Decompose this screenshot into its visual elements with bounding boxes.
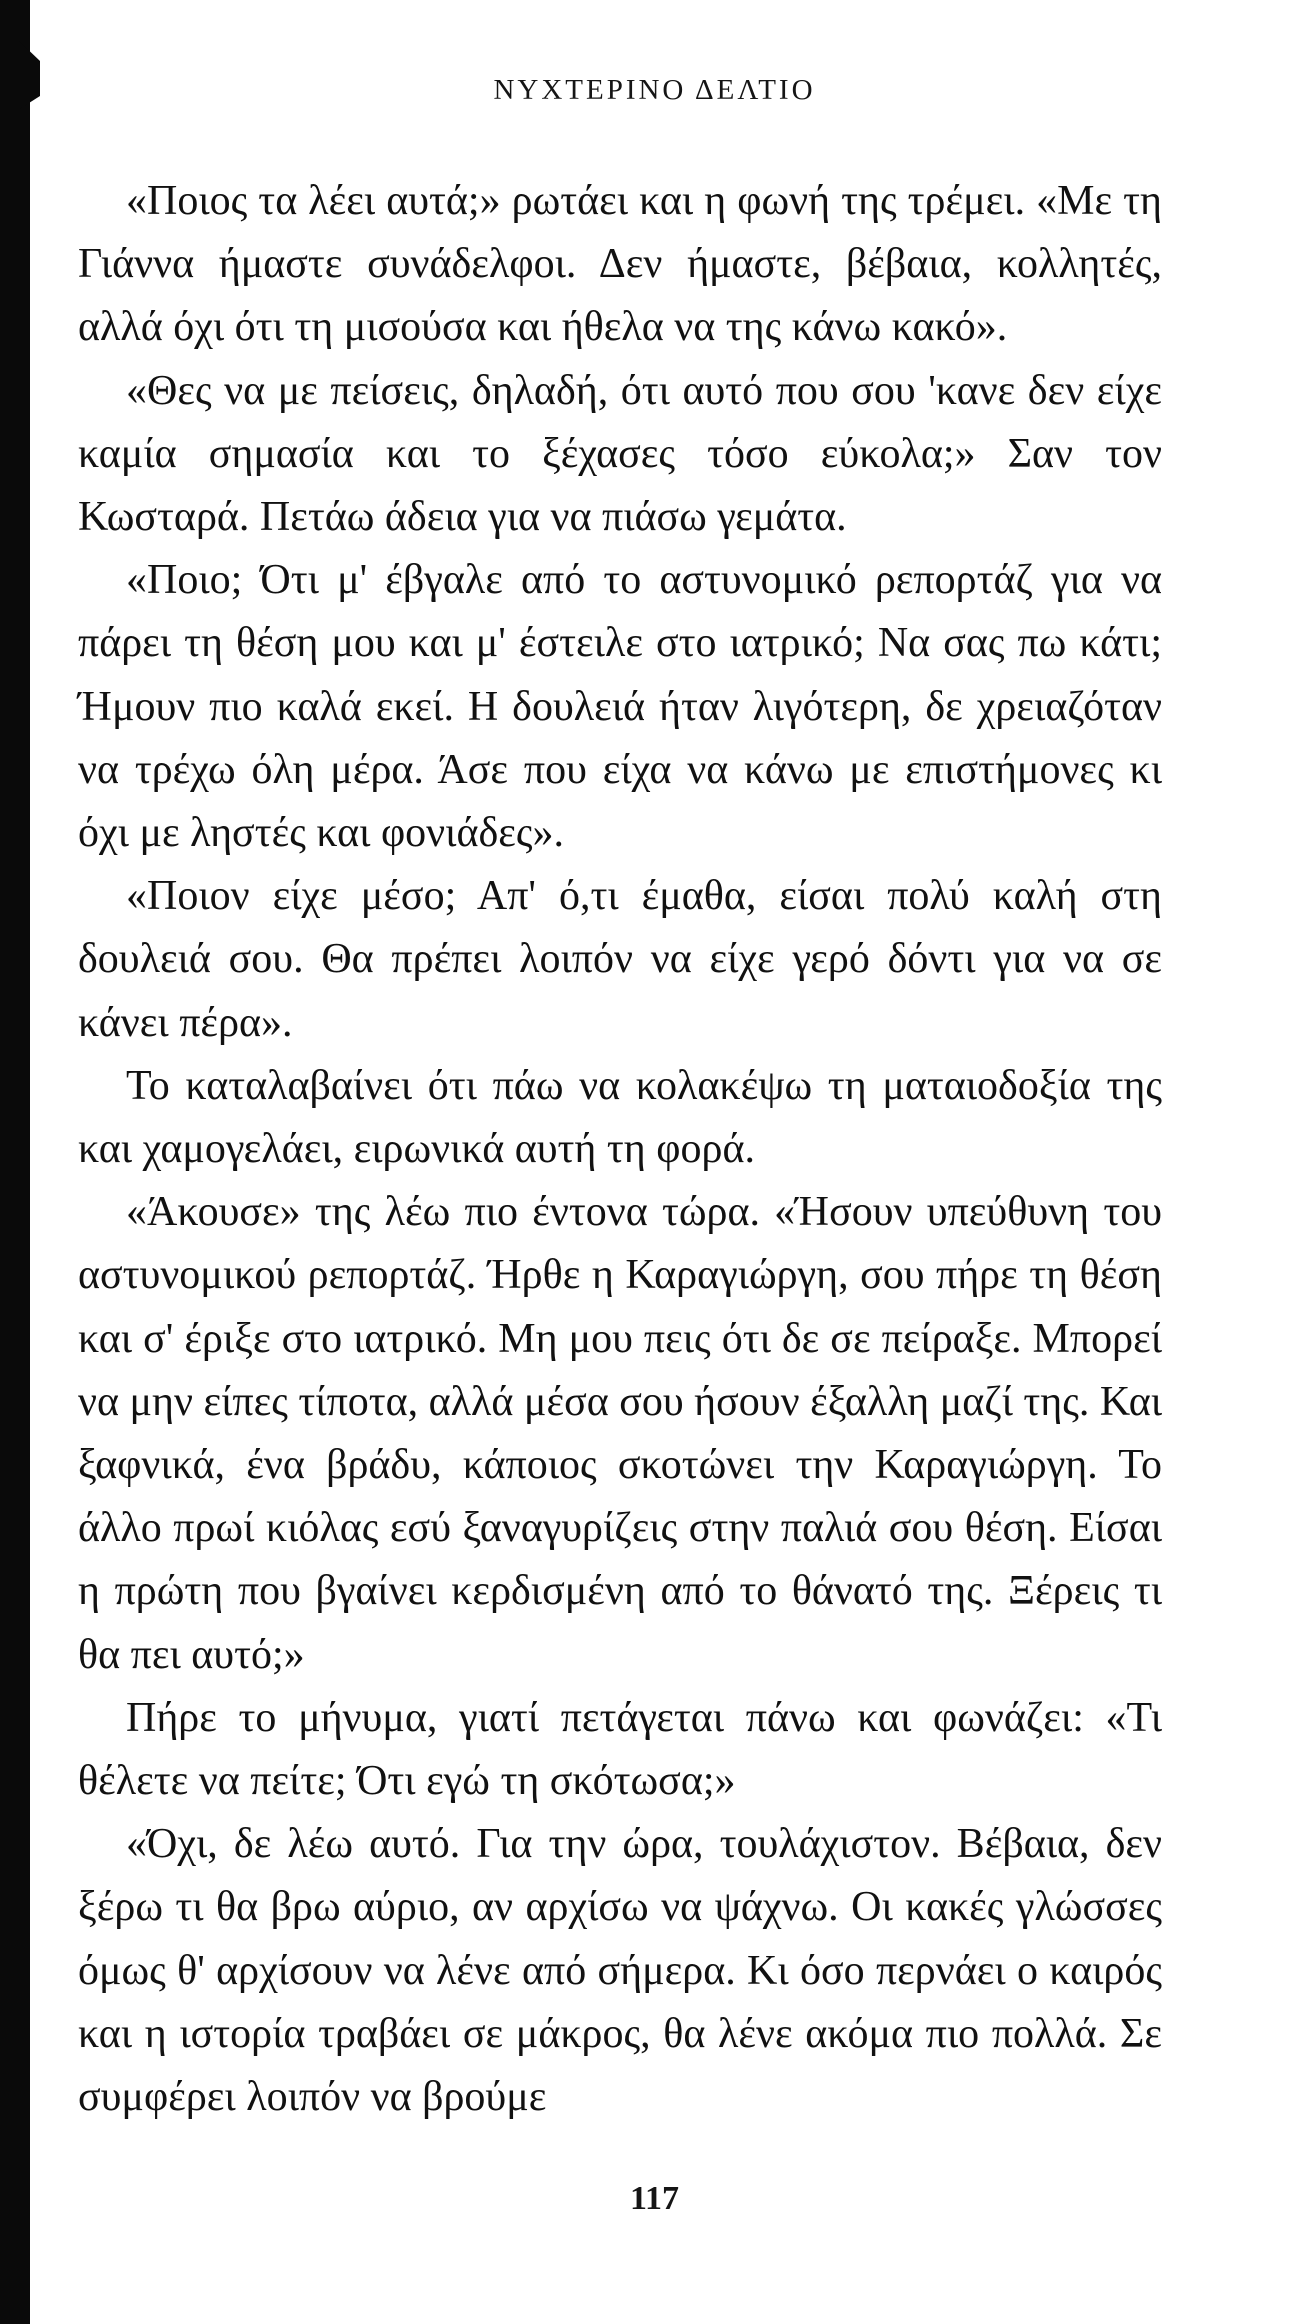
body-text (78, 170, 1162, 2129)
paragraph-7: Πήρε το μήνυμα, γιατί πετάγεται πάνω και φωνάζει: «Τι θέλετε να πείτε; Ότι εγώ τη σκότωσα;» (78, 1694, 1162, 1805)
paragraph-1: «Ποιος τα λέει αυτά;» ρωτάει και η φωνή της τρέμει. «Με τη Γιάννα ήμαστε συνάδελφοι. Δεν ήμαστε, βέβαια, κολλητές, αλλά όχι ότι τη μισούσα και ήθελα να της κάνω κακό». (78, 178, 1162, 351)
paragraph-8: «Όχι, δε λέω αυτό. Για την ώρα, τουλάχιστον. Βέβαια, δεν ξέρω τι θα βρω αύριο, αν αρχίσω να ψάχνω. Οι κακές γλώσσες όμως θ' αρχίσουν να λένε από σήμερα. Κι όσο περνάει ο καιρός και η ιστορία τραβάει σε μάκρος, θα λένε ακόμα πιο πολλά. Σε συμφέρει λοιπόν να βρούμε (78, 1821, 1162, 2121)
running-head: ΝΥΧΤΕΡΙΝΟ ΔΕΛΤΙΟ (493, 74, 816, 106)
page-number: 117 (629, 2180, 680, 2217)
paragraph-3: «Ποιο; Ότι μ' έβγαλε από το αστυνομικό ρεπορτάζ για να πάρει τη θέση μου και μ' έστειλε στο ιατρικό; Να σας πω κάτι; Ήμουν πιο καλά εκεί. Η δουλειά ήταν λιγότερη, δε χρειαζόταν να τρέχω όλη μέρα. Άσε που είχα να κάνω με επιστήμονες κι όχι με ληστές και φονιάδες». (78, 557, 1162, 857)
paragraph-6: «Άκουσε» της λέω πιο έντονα τώρα. «Ήσουν υπεύθυνη του αστυνομικού ρεπορτάζ. Ήρθε η Καραγιώργη, σου πήρε τη θέση και σ' έριξε στο ιατρικό. Μη μου πεις ότι δε σε πείραξε. Μπορεί να μην είπες τίποτα, αλλά μέσα σου ήσουν έξαλλη μαζί της. Και ξαφνικά, ένα βράδυ, κάποιος σκοτώνει την Καραγιώργη. Το άλλο πρωί κιόλας εσύ ξαναγυρίζεις στην παλιά σου θέση. Είσαι η πρώτη που βγαίνει κερδισμένη από το θάνατό της. Ξέρεις τι θα πει αυτό;» (78, 1189, 1162, 1678)
paragraph-4: «Ποιον είχε μέσο; Απ' ό,τι έμαθα, είσαι πολύ καλή στη δουλειά σου. Θα πρέπει λοιπόν να είχε γερό δόντι για να σε κάνει πέρα». (78, 873, 1162, 1046)
paragraph-2: «Θες να με πείσεις, δηλαδή, ότι αυτό που σου 'κανε δεν είχε καμία σημασία και το ξέχασες τόσο εύκολα;» Σαν τον Κωσταρά. Πετάω άδεια για να πιάσω γεμάτα. (78, 367, 1162, 541)
book-spine-shadow (0, 0, 30, 2324)
paragraph-5: Το καταλαβαίνει ότι πάω να κολακέψω τη ματαιοδοξία της και χαμογελάει, ειρωνικά αυτή τη φορά. (78, 1062, 1162, 1173)
